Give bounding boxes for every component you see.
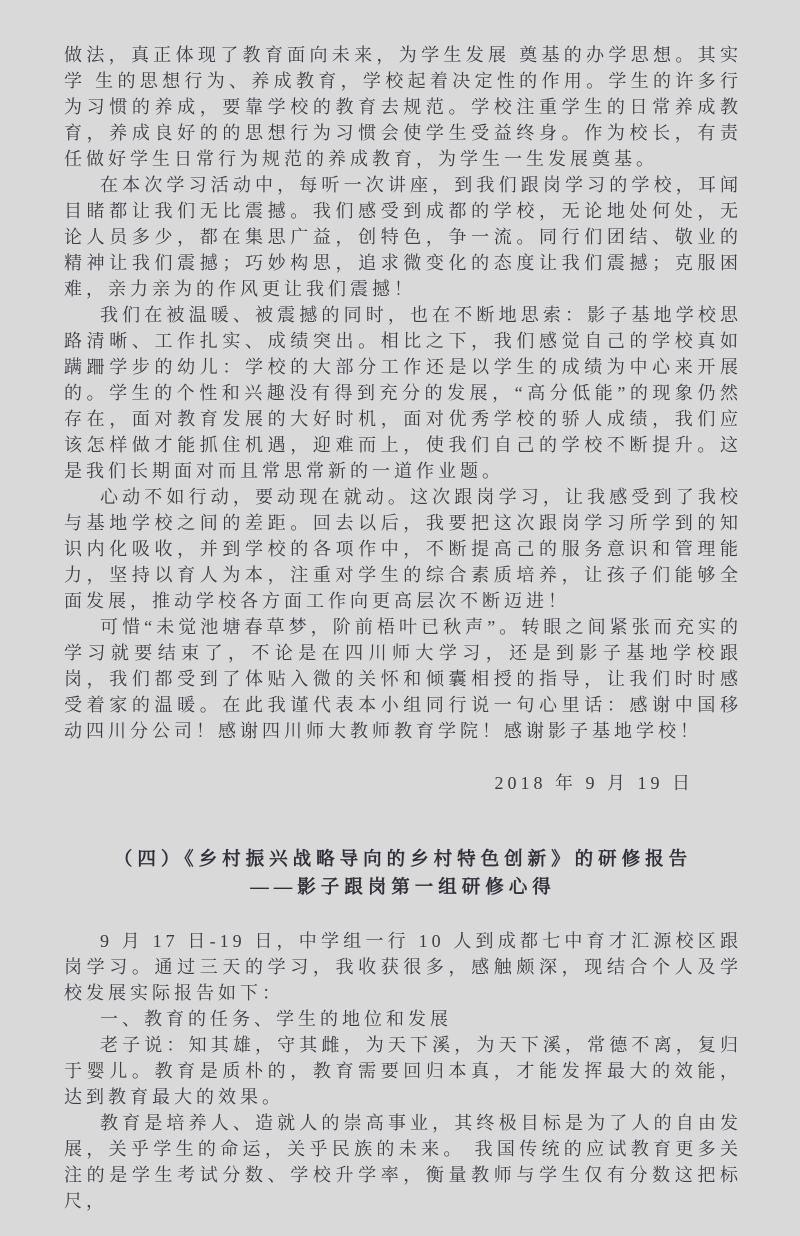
report-paragraph: 在本次学习活动中，每听一次讲座，到我们跟岗学习的学校，耳闻目睹都让我们无比震撼。我们感受到成都的学校，无论地处何处，无论人员多少，都在集思广益，创特色，争一流。同行们团结、敬业的精神让我们震撼；巧妙构思，追求微变化的态度让我们震撼；克服困难，亲力亲为的作风更让我们震撼！ [64,175,742,299]
next-report-intro-paragraph: 9 月 17 日-19 日，中学组一行 10 人到成都七中育才汇源校区跟岗学习。通过三天的学习，我收获很多，感触颇深，现结合个人及学校发展实际报告如下： [64,931,742,1003]
next-report-subtitle: ——影子跟岗第一组研修心得 [250,878,556,898]
next-report-paragraph: 教育是培养人、造就人的崇高事业，其终极目标是为了人的自由发展，关乎学生的命运，关乎民族的未来。 我国传统的应试教育更多关注的是学生考试分数、学校升学率，衡量教师与学生仅有分数这把标尺， [64,1113,742,1211]
document-text-block [64,42,742,1214]
report-paragraph: 心动不如行动，要动现在就动。这次跟岗学习，让我感受到了我校与基地学校之间的差距。回去以后，我要把这次跟岗学习所学到的知识内化吸收，并到学校的各项作中，不断提高己的服务意识和管理能力，坚持以育人为本，注重对学生的综合素质培养，让孩子们能够全面发展，推动学校各方面工作向更高层次不断迈进！ [64,487,742,611]
report-paragraph: 我们在被温暖、被震撼的同时，也在不断地思索：影子基地学校思路清晰、工作扎实、成绩突出。相比之下，我们感觉自己的学校真如蹒跚学步的幼儿：学校的大部分工作还是以学生的成绩为中心来开展的。学生的个性和兴趣没有得到充分的发展，“高分低能”的现象仍然存在，面对教育发展的大好时机，面对优秀学校的骄人成绩，我们应该怎样做才能抓住机遇，迎难而上，使我们自己的学校不断提升。这是我们长期面对而且常思常新的一道作业题。 [64,305,742,481]
report-date: 2018 年 9 月 19 日 [494,773,694,793]
next-report-section-heading: 一、教育的任务、学生的地位和发展 [100,1009,452,1029]
report-paragraph: 可惜“未觉池塘春草梦，阶前梧叶已秋声”。转眼之间紧张而充实的学习就要结束了，不论是在四川师大学习，还是到影子基地学校跟岗，我们都受到了体贴入微的关怀和倾囊相授的指导，让我们时时感受着家的温暖。在此我谨代表本小组同行说一句心里话：感谢中国移动四川分公司！感谢四川师大教师教育学院！感谢影子基地学校！ [64,617,742,741]
next-report-title: （四）《乡村振兴战略导向的乡村特色创新》的研修报告 [113,850,693,870]
report-paragraph-continuation: 做法，真正体现了教育面向未来，为学生发展 奠基的办学思想。其实学 生的思想行为、养成教育，学校起着决定性的作用。学生的许多行为习惯的养成，要靠学校的教育去规范。学校注重学生的日常养成教育，养成良好的的思想行为习惯会使学生受益终身。作为校长，有责任做好学生日常行为规范的养成教育，为学生一生发展奠基。 [64,45,742,169]
next-report-paragraph: 老子说：知其雄，守其雌，为天下溪，为天下溪，常德不离，复归于婴儿。教育是质朴的，教育需要回归本真，才能发挥最大的效能，达到教育最大的效果。 [64,1035,742,1107]
